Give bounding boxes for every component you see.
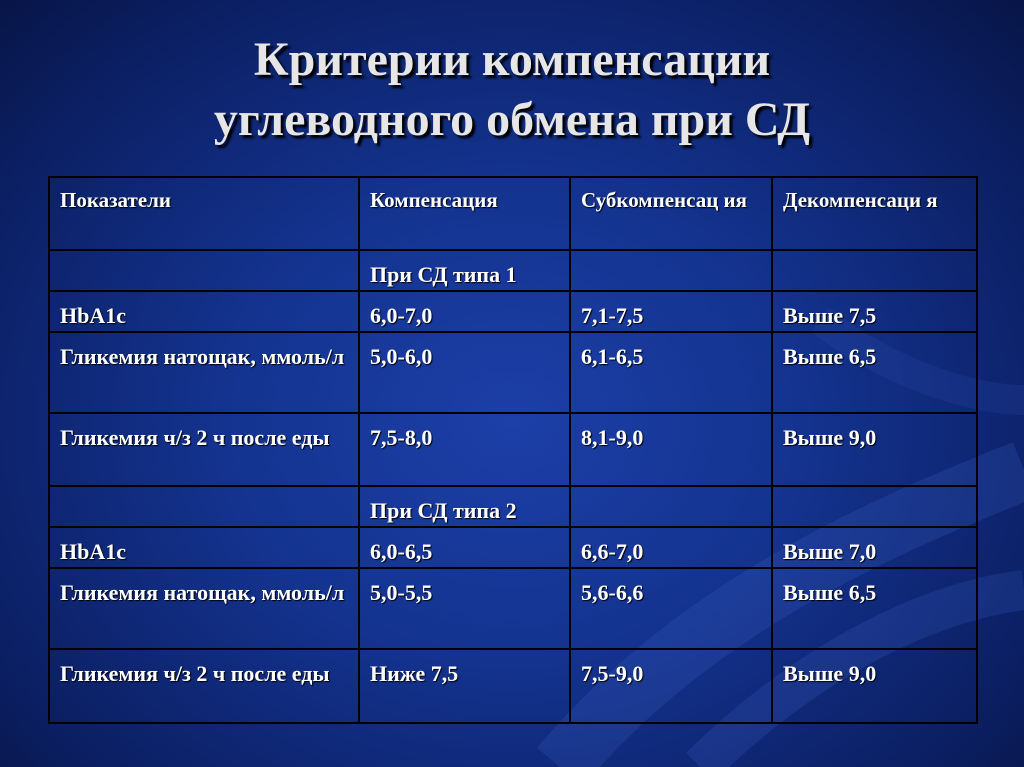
table-cell: 7,5-9,0 bbox=[570, 649, 772, 723]
slide-title-line-1: Критерии компенсации bbox=[253, 33, 771, 86]
table-cell: 5,0-5,5 bbox=[359, 568, 570, 649]
table-cell: Выше 7,5 bbox=[772, 291, 977, 332]
criteria-table bbox=[48, 176, 978, 724]
table-cell: 7,5-8,0 bbox=[359, 413, 570, 486]
header-indicators: Показатели bbox=[49, 177, 359, 250]
section-label-type2: При СД типа 2 bbox=[359, 486, 570, 527]
table-cell: Гликемия натощак, ммоль/л bbox=[49, 568, 359, 649]
section-label-type1: При СД типа 1 bbox=[359, 250, 570, 291]
table-cell: 7,1-7,5 bbox=[570, 291, 772, 332]
header-subcompensation: Субкомпенсац ия bbox=[570, 177, 772, 250]
table-cell: Ниже 7,5 bbox=[359, 649, 570, 723]
table-row bbox=[49, 291, 977, 332]
table-cell: Гликемия натощак, ммоль/л bbox=[49, 332, 359, 413]
table-cell: Выше 7,0 bbox=[772, 527, 977, 568]
table-cell: Гликемия ч/з 2 ч после еды bbox=[49, 649, 359, 723]
table-cell: 6,0-6,5 bbox=[359, 527, 570, 568]
header-compensation: Компенсация bbox=[359, 177, 570, 250]
table-cell: HbA1c bbox=[49, 291, 359, 332]
table-cell: 8,1-9,0 bbox=[570, 413, 772, 486]
table-cell: 6,0-7,0 bbox=[359, 291, 570, 332]
table-cell: Выше 9,0 bbox=[772, 413, 977, 486]
slide-title bbox=[0, 30, 1024, 150]
table-cell: 5,6-6,6 bbox=[570, 568, 772, 649]
table-cell bbox=[49, 486, 359, 527]
table-cell: 6,1-6,5 bbox=[570, 332, 772, 413]
table-row bbox=[49, 486, 977, 527]
table-cell bbox=[49, 250, 359, 291]
table-cell bbox=[772, 486, 977, 527]
table-header-row bbox=[49, 177, 977, 250]
table-cell: HbA1c bbox=[49, 527, 359, 568]
slide-title-line-2: углеводного обмена при СД bbox=[213, 93, 811, 146]
table-row bbox=[49, 413, 977, 486]
table-row bbox=[49, 568, 977, 649]
table-cell bbox=[772, 250, 977, 291]
table-row bbox=[49, 250, 977, 291]
table-cell: Выше 9,0 bbox=[772, 649, 977, 723]
table-cell: 5,0-6,0 bbox=[359, 332, 570, 413]
header-decompensation: Декомпенсаци я bbox=[772, 177, 977, 250]
table-cell: Выше 6,5 bbox=[772, 568, 977, 649]
table-row bbox=[49, 649, 977, 723]
table-cell bbox=[570, 250, 772, 291]
table-row bbox=[49, 332, 977, 413]
table-row bbox=[49, 527, 977, 568]
table-cell: Выше 6,5 bbox=[772, 332, 977, 413]
table-cell bbox=[570, 486, 772, 527]
table-cell: Гликемия ч/з 2 ч после еды bbox=[49, 413, 359, 486]
table-cell: 6,6-7,0 bbox=[570, 527, 772, 568]
